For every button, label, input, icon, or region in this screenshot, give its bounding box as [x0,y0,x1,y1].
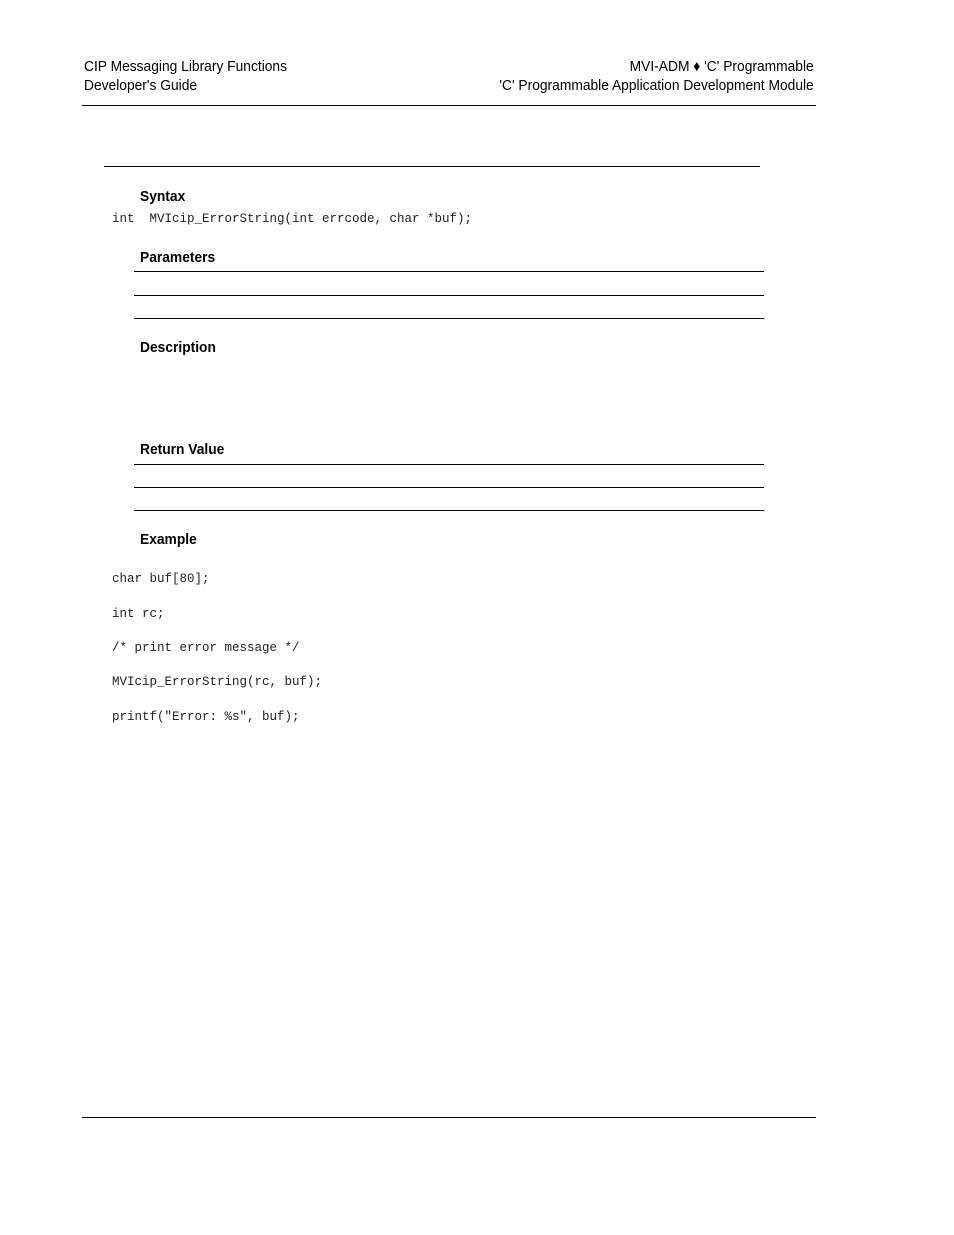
header-left [84,57,287,95]
function-title-rule [104,166,760,167]
return-value-heading: Return Value [140,441,225,458]
return-table-rule-3 [134,510,764,511]
syntax-heading: Syntax [140,188,186,205]
product-name: MVI-ADM ♦ 'C' Programmable [629,58,814,75]
example-code [112,554,322,743]
footer-rule [82,1117,816,1118]
parameters-table-rule-2 [134,295,764,296]
example-line: char buf[80]; [112,572,210,587]
header-rule [82,105,816,106]
doc-subtitle: Developer's Guide [84,77,198,94]
doc-title: CIP Messaging Library Functions [84,58,288,75]
parameters-table-rule-1 [134,271,764,272]
product-description: 'C' Programmable Application Development Module [499,77,814,94]
example-line: int rc; [112,606,165,621]
example-heading: Example [140,531,197,548]
return-table-rule-1 [134,464,764,465]
example-line: MVIcip_ErrorString(rc, buf); [112,675,323,690]
description-heading: Description [140,339,216,356]
parameters-heading: Parameters [140,249,216,266]
example-line: /* print error message */ [112,641,300,656]
parameters-table-rule-3 [134,318,764,319]
header-right [500,57,814,95]
syntax-code: int MVIcip_ErrorString(int errcode, char *buf); [112,212,473,226]
example-line: printf("Error: %s", buf); [112,709,300,724]
return-table-rule-2 [134,487,764,488]
